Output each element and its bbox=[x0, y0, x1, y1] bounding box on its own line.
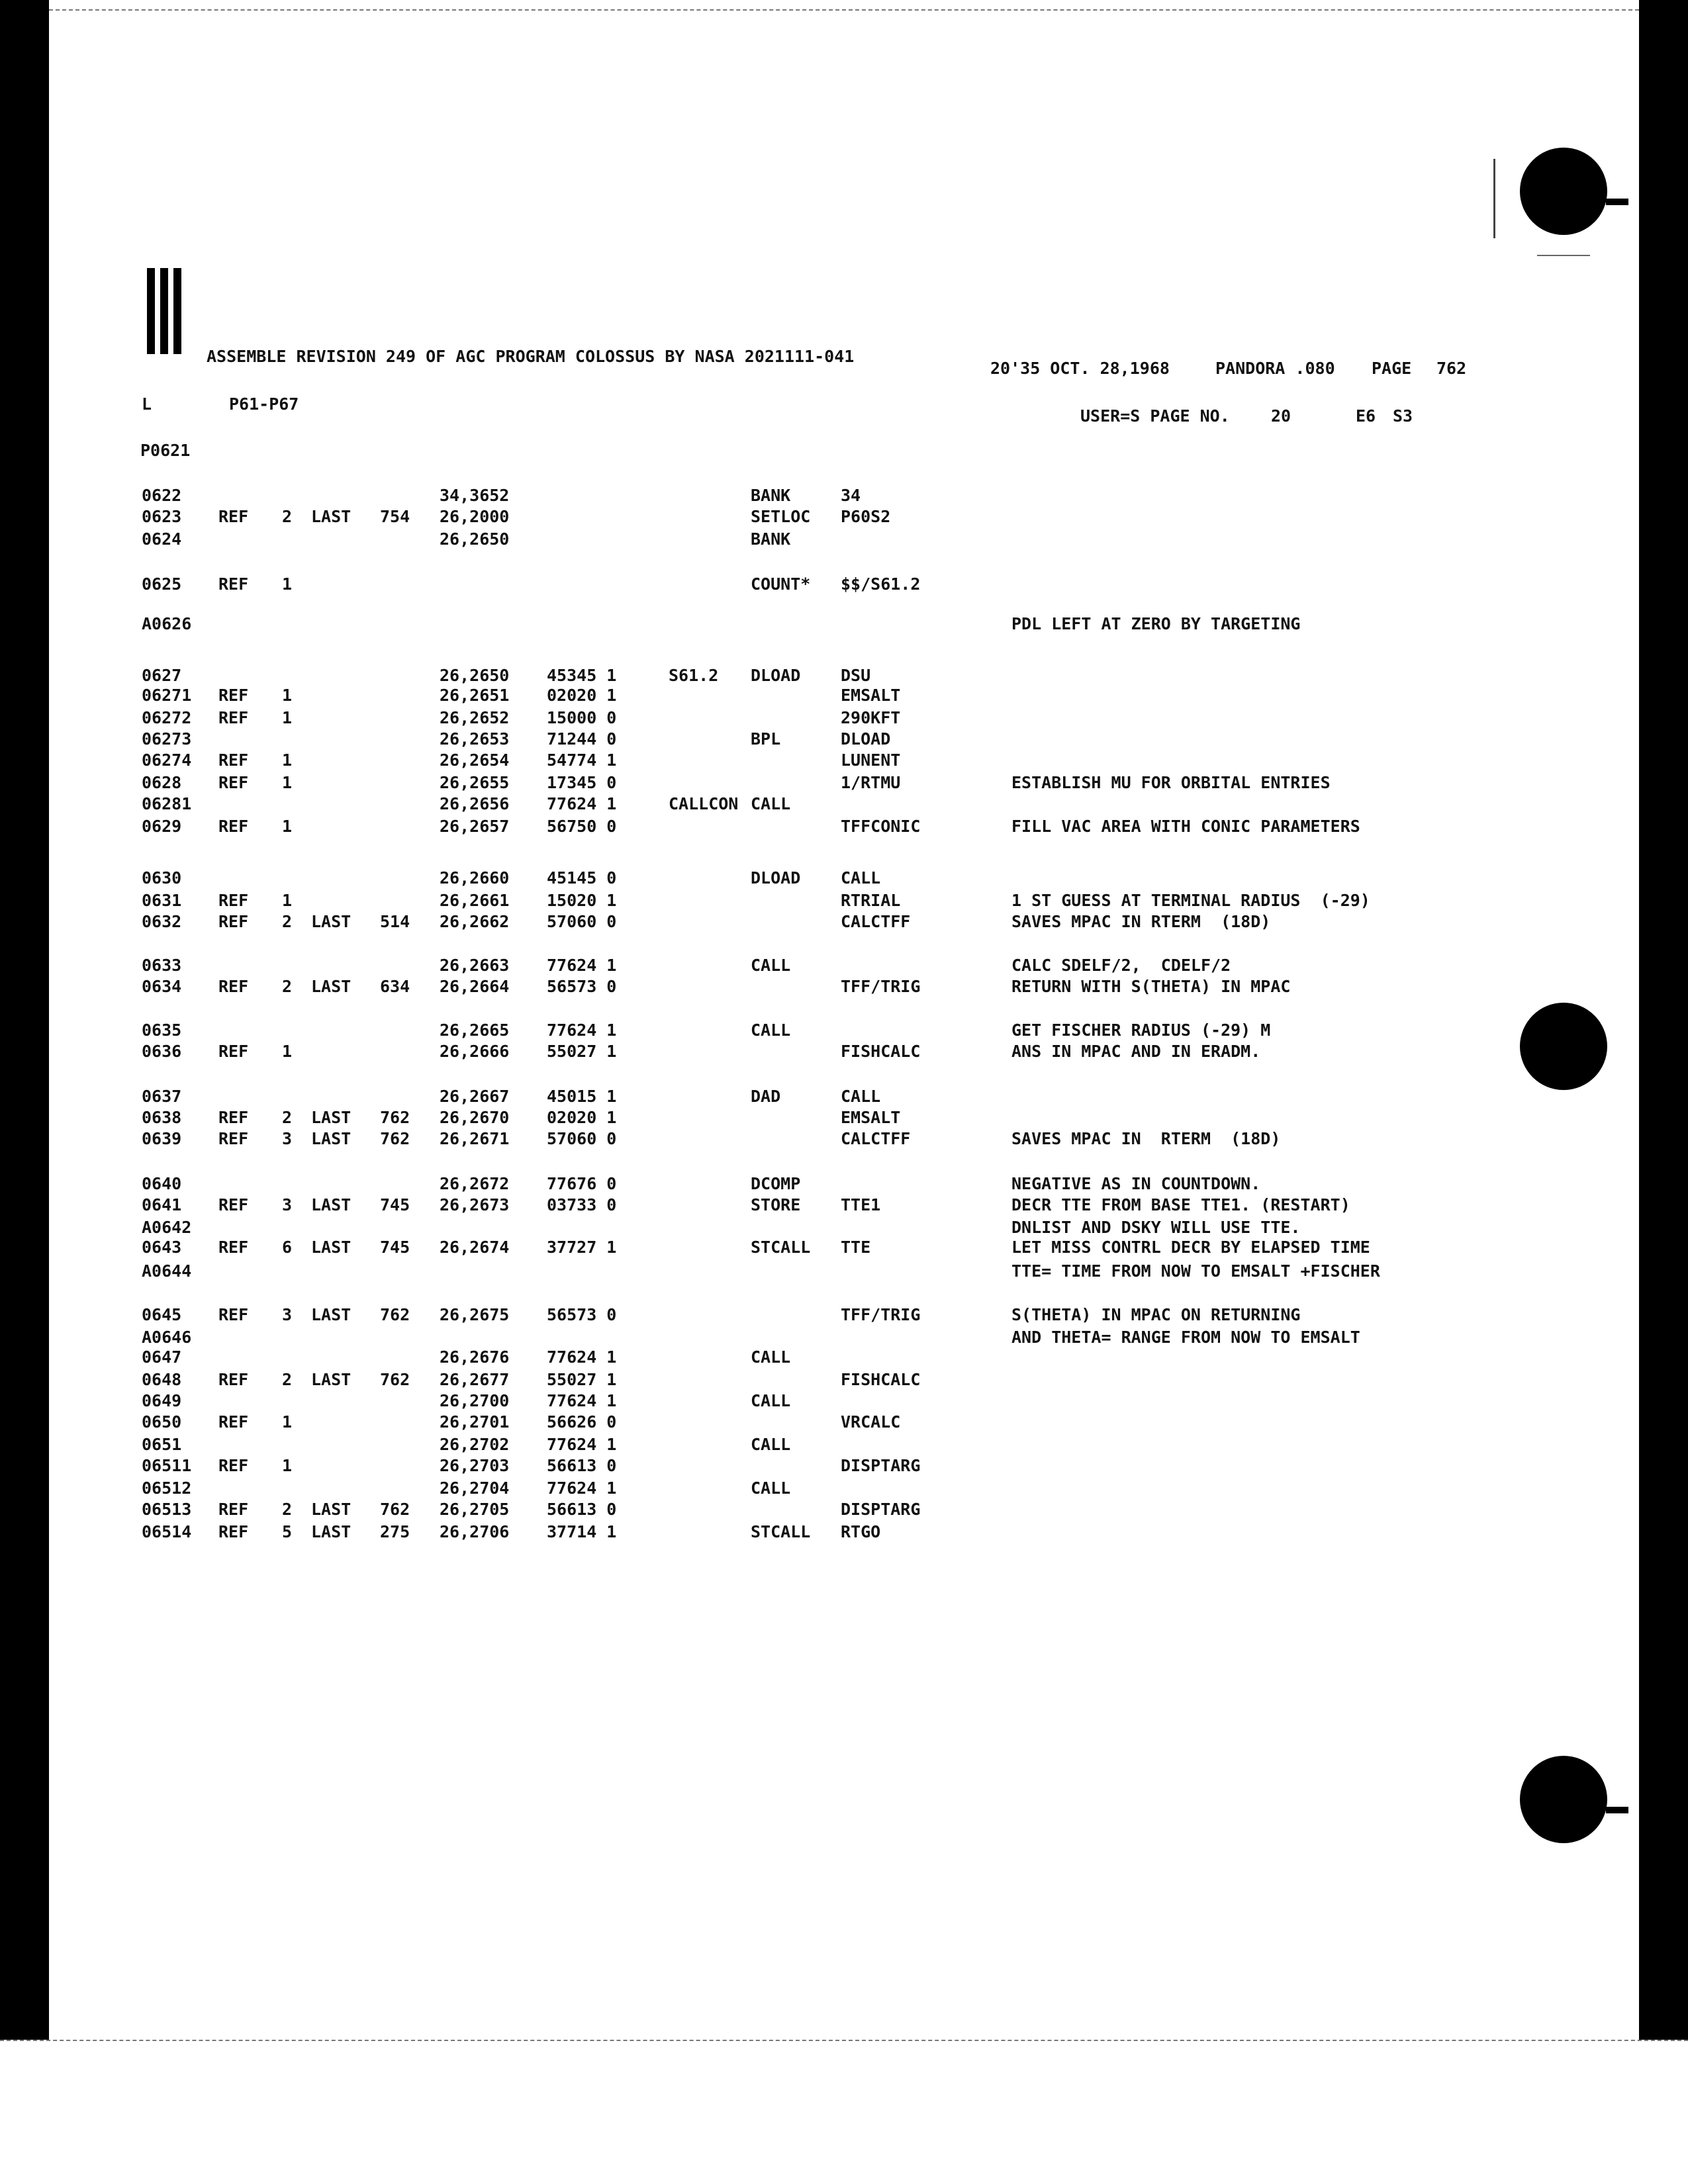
octal-code: 37714 1 bbox=[547, 1522, 617, 1541]
line-number: 0641 bbox=[142, 1195, 182, 1214]
line-number: 0635 bbox=[142, 1021, 182, 1040]
octal-code: 77624 1 bbox=[547, 1021, 617, 1040]
ref-label: REF bbox=[218, 1412, 249, 1432]
line-number: 06273 bbox=[142, 729, 192, 749]
last-page: 754 bbox=[380, 507, 410, 526]
listing-title: ASSEMBLE REVISION 249 OF AGC PROGRAM COLOSSUS BY NASA 2021111-041 bbox=[207, 347, 855, 366]
ref-count: 5 bbox=[282, 1522, 293, 1541]
last-label: LAST bbox=[311, 1108, 352, 1127]
address: 26,2655 bbox=[440, 773, 510, 792]
address: 26,2657 bbox=[440, 817, 510, 836]
address: 26,2652 bbox=[440, 708, 510, 727]
octal-code: 77624 1 bbox=[547, 1435, 617, 1454]
address: 26,2701 bbox=[440, 1412, 510, 1432]
line-number: 0648 bbox=[142, 1370, 182, 1389]
ref-count: 1 bbox=[282, 773, 293, 792]
op-code: CALL bbox=[751, 956, 791, 975]
address: 26,2704 bbox=[440, 1479, 510, 1498]
line-number: 0625 bbox=[142, 574, 182, 594]
octal-code: 56573 0 bbox=[547, 977, 617, 996]
octal-code: 03733 0 bbox=[547, 1195, 617, 1214]
address: 26,2656 bbox=[440, 794, 510, 813]
address: 26,2702 bbox=[440, 1435, 510, 1454]
ref-label: REF bbox=[218, 1108, 249, 1127]
ref-label: REF bbox=[218, 1238, 249, 1257]
comment: AND THETA= RANGE FROM NOW TO EMSALT bbox=[1011, 1328, 1360, 1347]
op-code: COUNT* bbox=[751, 574, 811, 594]
line-number: 0645 bbox=[142, 1305, 182, 1324]
ref-label: REF bbox=[218, 507, 249, 526]
last-page: 275 bbox=[380, 1522, 410, 1541]
line-number: 0630 bbox=[142, 868, 182, 887]
operand: EMSALT bbox=[841, 686, 901, 705]
comment: SAVES MPAC IN RTERM (18D) bbox=[1011, 1129, 1281, 1148]
comment: GET FISCHER RADIUS (-29) M bbox=[1011, 1021, 1271, 1040]
operand: TFFCONIC bbox=[841, 817, 921, 836]
operand: RTGO bbox=[841, 1522, 881, 1541]
line-number: 0650 bbox=[142, 1412, 182, 1432]
line-number: 0622 bbox=[142, 486, 182, 505]
line-number: 06271 bbox=[142, 686, 192, 705]
octal-code: 55027 1 bbox=[547, 1370, 617, 1389]
operand: RTRIAL bbox=[841, 891, 901, 910]
line-number: 0623 bbox=[142, 507, 182, 526]
octal-code: 15020 1 bbox=[547, 891, 617, 910]
operand: TTE bbox=[841, 1238, 871, 1257]
ref-label: REF bbox=[218, 817, 249, 836]
line-number: 0629 bbox=[142, 817, 182, 836]
operand: TTE1 bbox=[841, 1195, 881, 1214]
comment: SAVES MPAC IN RTERM (18D) bbox=[1011, 912, 1271, 931]
comment: S(THETA) IN MPAC ON RETURNING bbox=[1011, 1305, 1301, 1324]
octal-code: 45345 1 bbox=[547, 666, 617, 685]
last-page: 762 bbox=[380, 1108, 410, 1127]
comment: 1 ST GUESS AT TERMINAL RADIUS (-29) bbox=[1011, 891, 1370, 910]
op-code: DLOAD bbox=[751, 868, 801, 887]
operand: FISHCALC bbox=[841, 1042, 921, 1061]
octal-code: 45145 0 bbox=[547, 868, 617, 887]
last-page: 634 bbox=[380, 977, 410, 996]
last-label: LAST bbox=[311, 1500, 352, 1519]
comment: ESTABLISH MU FOR ORBITAL ENTRIES bbox=[1011, 773, 1331, 792]
op-code: CALL bbox=[751, 1021, 791, 1040]
last-label: LAST bbox=[311, 1370, 352, 1389]
octal-code: 77624 1 bbox=[547, 1479, 617, 1498]
address: 26,2660 bbox=[440, 868, 510, 887]
octal-code: 77676 0 bbox=[547, 1174, 617, 1193]
s3-label: S3 bbox=[1393, 406, 1413, 426]
address: 26,2663 bbox=[440, 956, 510, 975]
line-number: 0649 bbox=[142, 1391, 182, 1410]
address: 26,2676 bbox=[440, 1347, 510, 1367]
octal-code: 17345 0 bbox=[547, 773, 617, 792]
last-label: LAST bbox=[311, 507, 352, 526]
last-page: 762 bbox=[380, 1500, 410, 1519]
page-edge-mark bbox=[1537, 255, 1590, 256]
page-number: 762 bbox=[1436, 359, 1467, 378]
ref-label: REF bbox=[218, 1456, 249, 1475]
ref-label: REF bbox=[218, 574, 249, 594]
address: 26,2000 bbox=[440, 507, 510, 526]
address: 26,2677 bbox=[440, 1370, 510, 1389]
comment: FILL VAC AREA WITH CONIC PARAMETERS bbox=[1011, 817, 1360, 836]
comment: DNLIST AND DSKY WILL USE TTE. bbox=[1011, 1218, 1301, 1237]
address: 26,2705 bbox=[440, 1500, 510, 1519]
op-code: CALL bbox=[751, 1479, 791, 1498]
octal-code: 56613 0 bbox=[547, 1500, 617, 1519]
comment: PDL LEFT AT ZERO BY TARGETING bbox=[1011, 614, 1301, 633]
op-code: DLOAD bbox=[751, 666, 801, 685]
octal-code: 45015 1 bbox=[547, 1087, 617, 1106]
comment: RETURN WITH S(THETA) IN MPAC bbox=[1011, 977, 1291, 996]
octal-code: 56626 0 bbox=[547, 1412, 617, 1432]
section-title: P61-P67 bbox=[229, 394, 299, 414]
line-number: 06281 bbox=[142, 794, 192, 813]
ref-label: REF bbox=[218, 891, 249, 910]
page-label: PAGE bbox=[1372, 359, 1412, 378]
octal-code: 02020 1 bbox=[547, 686, 617, 705]
ref-count: 1 bbox=[282, 708, 293, 727]
line-number: 0632 bbox=[142, 912, 182, 931]
location-tag: S61.2 bbox=[669, 666, 719, 685]
ref-count: 1 bbox=[282, 817, 293, 836]
operand: P60S2 bbox=[841, 507, 891, 526]
line-number: 0643 bbox=[142, 1238, 182, 1257]
listing-left-code: L bbox=[142, 394, 152, 414]
octal-code: 57060 0 bbox=[547, 1129, 617, 1148]
line-number: A0642 bbox=[142, 1218, 192, 1237]
octal-code: 77624 1 bbox=[547, 794, 617, 813]
op-code: CALL bbox=[751, 1435, 791, 1454]
line-number: 0624 bbox=[142, 529, 182, 549]
ref-count: 3 bbox=[282, 1129, 293, 1148]
last-label: LAST bbox=[311, 977, 352, 996]
line-number: A0626 bbox=[142, 614, 192, 633]
octal-code: 56613 0 bbox=[547, 1456, 617, 1475]
ref-label: REF bbox=[218, 1305, 249, 1324]
line-number: 06514 bbox=[142, 1522, 192, 1541]
binder-marks-icon bbox=[147, 268, 184, 354]
ref-label: REF bbox=[218, 773, 249, 792]
line-number: 0637 bbox=[142, 1087, 182, 1106]
address: 26,2653 bbox=[440, 729, 510, 749]
ref-count: 1 bbox=[282, 751, 293, 770]
last-label: LAST bbox=[311, 1522, 352, 1541]
ref-count: 2 bbox=[282, 1108, 293, 1127]
ref-label: REF bbox=[218, 1500, 249, 1519]
ref-label: REF bbox=[218, 977, 249, 996]
comment: NEGATIVE AS IN COUNTDOWN. bbox=[1011, 1174, 1261, 1193]
comment: CALC SDELF/2, CDELF/2 bbox=[1011, 956, 1231, 975]
address: 26,2706 bbox=[440, 1522, 510, 1541]
op-code: BANK bbox=[751, 486, 791, 505]
punch-hole-icon bbox=[1520, 1003, 1607, 1090]
operand: LUNENT bbox=[841, 751, 901, 770]
line-number: 0628 bbox=[142, 773, 182, 792]
octal-code: 57060 0 bbox=[547, 912, 617, 931]
line-number: 0631 bbox=[142, 891, 182, 910]
address: 26,2672 bbox=[440, 1174, 510, 1193]
line-number: 0647 bbox=[142, 1347, 182, 1367]
ref-label: REF bbox=[218, 751, 249, 770]
operand: FISHCALC bbox=[841, 1370, 921, 1389]
line-number: 0640 bbox=[142, 1174, 182, 1193]
last-label: LAST bbox=[311, 1129, 352, 1148]
comment: ANS IN MPAC AND IN ERADM. bbox=[1011, 1042, 1261, 1061]
ref-count: 2 bbox=[282, 912, 293, 931]
line-number: A0646 bbox=[142, 1328, 192, 1347]
last-page: 762 bbox=[380, 1305, 410, 1324]
operand: $$/S61.2 bbox=[841, 574, 921, 594]
line-number: 0639 bbox=[142, 1129, 182, 1148]
octal-code: 77624 1 bbox=[547, 1347, 617, 1367]
location-tag: CALLCON bbox=[669, 794, 739, 813]
octal-code: 56573 0 bbox=[547, 1305, 617, 1324]
op-code: BANK bbox=[751, 529, 791, 549]
address: 26,2700 bbox=[440, 1391, 510, 1410]
ref-count: 1 bbox=[282, 1042, 293, 1061]
address: 26,2650 bbox=[440, 529, 510, 549]
top-edge-rule bbox=[49, 9, 1639, 11]
line-number: 0636 bbox=[142, 1042, 182, 1061]
address: 34,3652 bbox=[440, 486, 510, 505]
address: 26,2650 bbox=[440, 666, 510, 685]
octal-code: 54774 1 bbox=[547, 751, 617, 770]
address: 26,2674 bbox=[440, 1238, 510, 1257]
ref-count: 3 bbox=[282, 1195, 293, 1214]
line-p0621: P0621 bbox=[140, 441, 191, 460]
line-number: 0651 bbox=[142, 1435, 182, 1454]
last-page: 514 bbox=[380, 912, 410, 931]
line-number: A0644 bbox=[142, 1261, 192, 1281]
octal-code: 15000 0 bbox=[547, 708, 617, 727]
punch-hole-icon bbox=[1520, 1756, 1607, 1843]
operand: DISPTARG bbox=[841, 1500, 921, 1519]
ref-count: 1 bbox=[282, 1412, 293, 1432]
line-number: 06274 bbox=[142, 751, 192, 770]
listing-pandora: PANDORA .080 bbox=[1215, 359, 1335, 378]
ref-count: 2 bbox=[282, 1500, 293, 1519]
last-page: 762 bbox=[380, 1129, 410, 1148]
operand: 1/RTMU bbox=[841, 773, 901, 792]
users-page-number: 20 bbox=[1271, 406, 1291, 426]
op-code: DAD bbox=[751, 1087, 781, 1106]
operand: CALL bbox=[841, 868, 881, 887]
address: 26,2665 bbox=[440, 1021, 510, 1040]
line-number: 06513 bbox=[142, 1500, 192, 1519]
octal-code: 77624 1 bbox=[547, 956, 617, 975]
ref-label: REF bbox=[218, 1195, 249, 1214]
line-number: 0633 bbox=[142, 956, 182, 975]
address: 26,2671 bbox=[440, 1129, 510, 1148]
address: 26,2654 bbox=[440, 751, 510, 770]
page-edge-mark bbox=[1493, 159, 1495, 238]
octal-code: 37727 1 bbox=[547, 1238, 617, 1257]
ref-count: 1 bbox=[282, 1456, 293, 1475]
operand: DLOAD bbox=[841, 729, 891, 749]
ref-count: 6 bbox=[282, 1238, 293, 1257]
operand: 34 bbox=[841, 486, 861, 505]
bottom-edge-rule bbox=[0, 2040, 1688, 2041]
address: 26,2666 bbox=[440, 1042, 510, 1061]
op-code: SETLOC bbox=[751, 507, 811, 526]
comment: DECR TTE FROM BASE TTE1. (RESTART) bbox=[1011, 1195, 1350, 1214]
scan-left-border bbox=[0, 0, 49, 2040]
ref-label: REF bbox=[218, 912, 249, 931]
punch-hole-tab bbox=[1606, 199, 1628, 205]
op-code: STCALL bbox=[751, 1238, 811, 1257]
address: 26,2667 bbox=[440, 1087, 510, 1106]
e6-label: E6 bbox=[1356, 406, 1376, 426]
ref-label: REF bbox=[218, 1042, 249, 1061]
op-code: STORE bbox=[751, 1195, 801, 1214]
op-code: BPL bbox=[751, 729, 781, 749]
ref-label: REF bbox=[218, 1129, 249, 1148]
octal-code: 55027 1 bbox=[547, 1042, 617, 1061]
punch-hole-icon bbox=[1520, 148, 1607, 235]
op-code: DCOMP bbox=[751, 1174, 801, 1193]
operand: CALCTFF bbox=[841, 1129, 911, 1148]
octal-code: 71244 0 bbox=[547, 729, 617, 749]
operand: TFF/TRIG bbox=[841, 1305, 921, 1324]
last-page: 762 bbox=[380, 1370, 410, 1389]
line-number: 06511 bbox=[142, 1456, 192, 1475]
ref-count: 2 bbox=[282, 507, 293, 526]
ref-count: 1 bbox=[282, 891, 293, 910]
last-label: LAST bbox=[311, 1305, 352, 1324]
users-page-label: USER=S PAGE NO. bbox=[1080, 406, 1230, 426]
ref-label: REF bbox=[218, 686, 249, 705]
last-page: 745 bbox=[380, 1195, 410, 1214]
address: 26,2675 bbox=[440, 1305, 510, 1324]
ref-label: REF bbox=[218, 708, 249, 727]
address: 26,2670 bbox=[440, 1108, 510, 1127]
operand: TFF/TRIG bbox=[841, 977, 921, 996]
ref-count: 2 bbox=[282, 1370, 293, 1389]
ref-label: REF bbox=[218, 1522, 249, 1541]
op-code: CALL bbox=[751, 1391, 791, 1410]
last-label: LAST bbox=[311, 1238, 352, 1257]
operand: CALL bbox=[841, 1087, 881, 1106]
line-number: 0634 bbox=[142, 977, 182, 996]
comment: LET MISS CONTRL DECR BY ELAPSED TIME bbox=[1011, 1238, 1370, 1257]
last-label: LAST bbox=[311, 1195, 352, 1214]
punch-hole-tab bbox=[1606, 1807, 1628, 1813]
line-number: 06512 bbox=[142, 1479, 192, 1498]
address: 26,2661 bbox=[440, 891, 510, 910]
op-code: CALL bbox=[751, 1347, 791, 1367]
operand: 290KFT bbox=[841, 708, 901, 727]
last-page: 745 bbox=[380, 1238, 410, 1257]
scan-right-border bbox=[1639, 0, 1688, 2040]
line-number: 0638 bbox=[142, 1108, 182, 1127]
line-number: 06272 bbox=[142, 708, 192, 727]
address: 26,2651 bbox=[440, 686, 510, 705]
octal-code: 02020 1 bbox=[547, 1108, 617, 1127]
op-code: CALL bbox=[751, 794, 791, 813]
ref-count: 3 bbox=[282, 1305, 293, 1324]
address: 26,2673 bbox=[440, 1195, 510, 1214]
address: 26,2703 bbox=[440, 1456, 510, 1475]
address: 26,2664 bbox=[440, 977, 510, 996]
operand: EMSALT bbox=[841, 1108, 901, 1127]
last-label: LAST bbox=[311, 912, 352, 931]
operand: CALCTFF bbox=[841, 912, 911, 931]
ref-label: REF bbox=[218, 1370, 249, 1389]
comment: TTE= TIME FROM NOW TO EMSALT +FISCHER bbox=[1011, 1261, 1380, 1281]
op-code: STCALL bbox=[751, 1522, 811, 1541]
operand: DSU bbox=[841, 666, 871, 685]
ref-count: 1 bbox=[282, 574, 293, 594]
line-number: 0627 bbox=[142, 666, 182, 685]
operand: DISPTARG bbox=[841, 1456, 921, 1475]
listing-datetime: 20'35 OCT. 28,1968 bbox=[990, 359, 1170, 378]
ref-count: 1 bbox=[282, 686, 293, 705]
ref-count: 2 bbox=[282, 977, 293, 996]
operand: VRCALC bbox=[841, 1412, 901, 1432]
address: 26,2662 bbox=[440, 912, 510, 931]
octal-code: 77624 1 bbox=[547, 1391, 617, 1410]
octal-code: 56750 0 bbox=[547, 817, 617, 836]
